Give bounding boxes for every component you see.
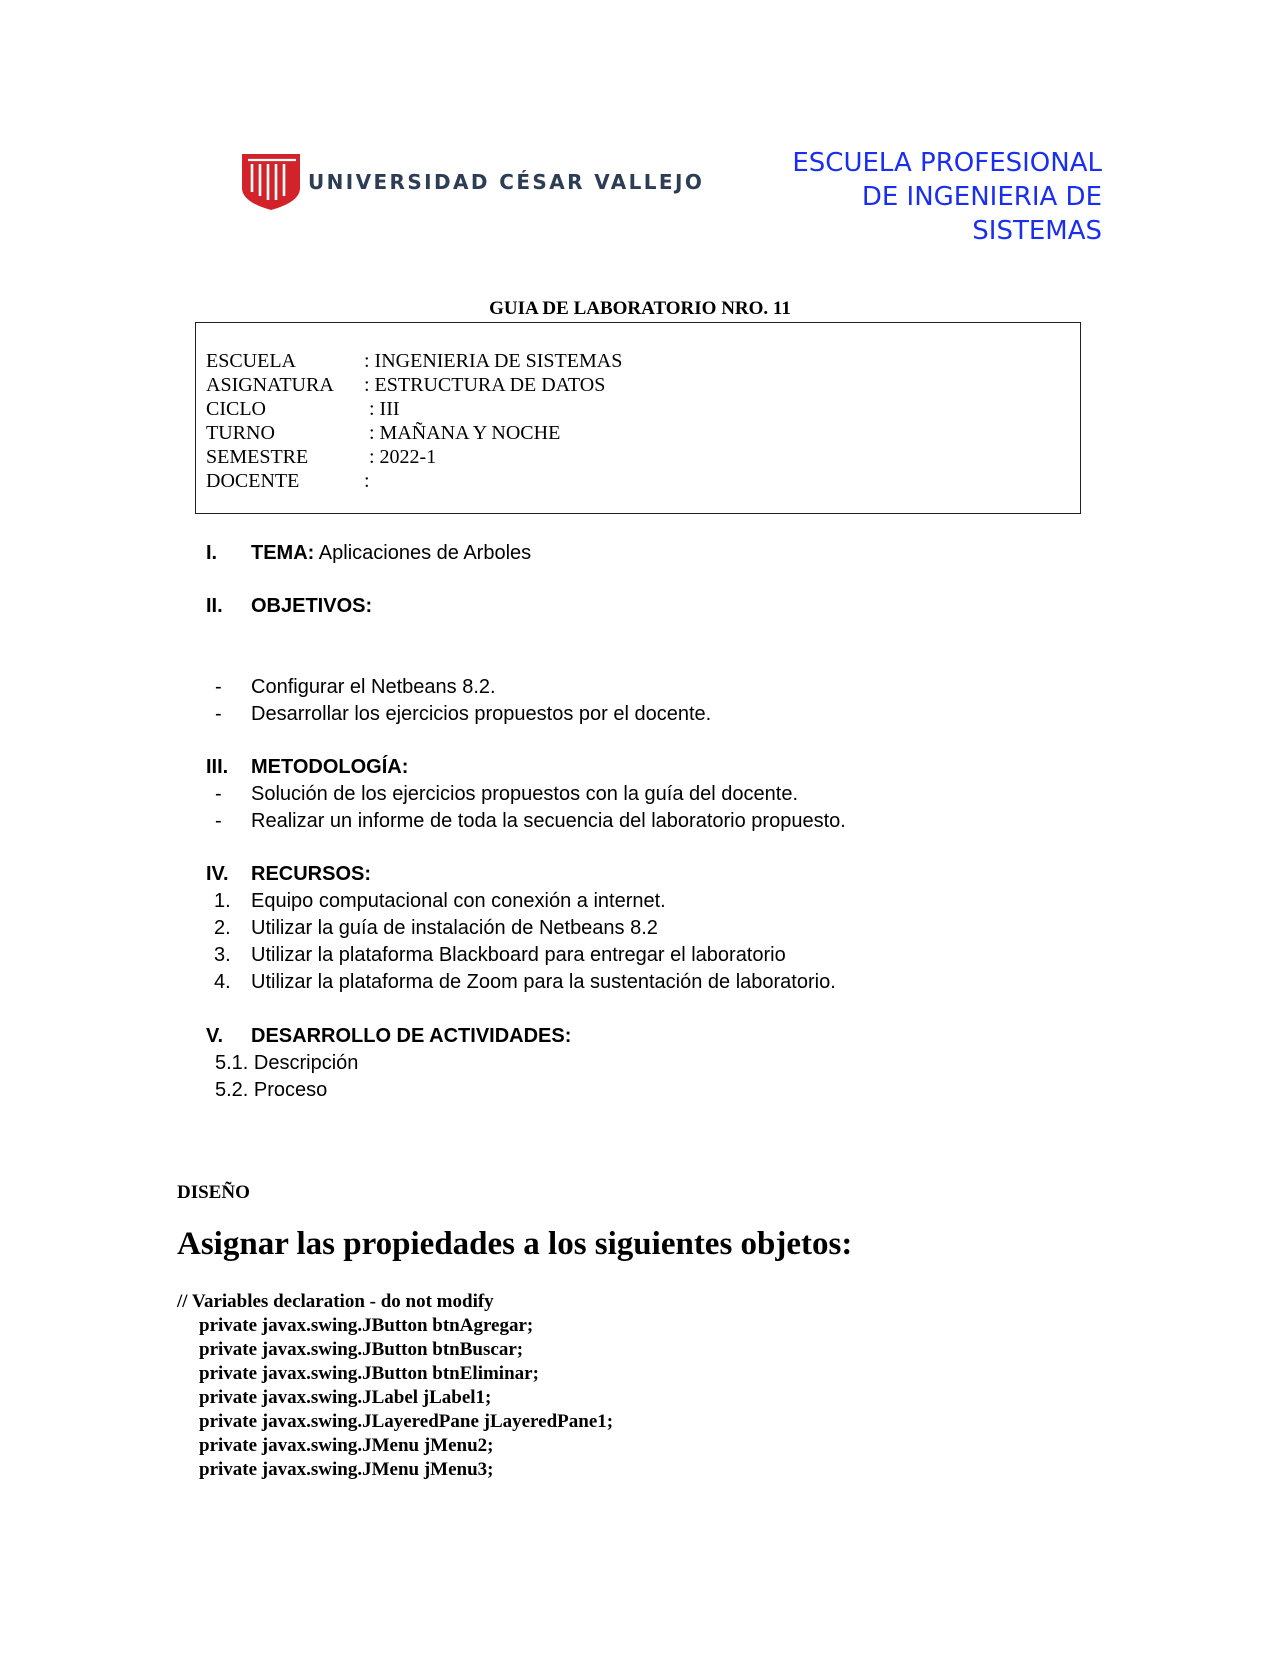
section-tema: I. TEMA: Aplicaciones de Arboles (206, 542, 532, 564)
info-row-semestre: SEMESTRE : 2022-1 (206, 446, 437, 468)
info-row-turno: TURNO : MAÑANA Y NOCHE (206, 422, 561, 444)
list-item: 3. Utilizar la plataforma Blackboard para entregar el laboratorio (214, 944, 786, 966)
course-info-box (195, 322, 1081, 514)
list-item: - Configurar el Netbeans 8.2. (215, 676, 496, 698)
school-title (682, 146, 1102, 248)
section-desarrollo: V. DESARROLLO DE ACTIVIDADES: (206, 1025, 572, 1047)
info-row-escuela: ESCUELA : INGENIERIA DE SISTEMAS (206, 350, 623, 372)
code-line: private javax.swing.JMenu jMenu3; (199, 1459, 494, 1480)
code-line: private javax.swing.JLabel jLabel1; (199, 1387, 492, 1408)
list-item: - Desarrollar los ejercicios propuestos por el docente. (215, 703, 712, 725)
university-logo (240, 150, 705, 212)
ucv-shield-icon (240, 150, 302, 212)
code-line: private javax.swing.JLayeredPane jLayeredPane1; (199, 1411, 614, 1432)
code-line: private javax.swing.JButton btnAgregar; (199, 1315, 534, 1336)
list-item: 4. Utilizar la plataforma de Zoom para la sustentación de laboratorio. (214, 971, 836, 993)
school-line: ESCUELA PROFESIONAL (792, 148, 1102, 178)
code-comment: // Variables declaration - do not modify (177, 1291, 494, 1312)
university-name: UNIVERSIDAD CÉSAR VALLEJO (308, 170, 705, 194)
list-item: 5.2. Proceso (215, 1079, 328, 1101)
code-line: private javax.swing.JMenu jMenu2; (199, 1435, 494, 1456)
list-item: 2. Utilizar la guía de instalación de Netbeans 8.2 (214, 917, 658, 939)
info-row-ciclo: CICLO : III (206, 398, 400, 420)
code-line: private javax.swing.JButton btnEliminar; (199, 1363, 539, 1384)
school-line: DE INGENIERIA DE (861, 182, 1102, 212)
list-item: 1. Equipo computacional con conexión a internet. (214, 890, 666, 912)
section-recursos: IV. RECURSOS: (206, 863, 372, 885)
code-line: private javax.swing.JButton btnBuscar; (199, 1339, 524, 1360)
section-metodologia: III. METODOLOGÍA: (206, 756, 409, 778)
code-block (177, 1290, 613, 1482)
school-line: SISTEMAS (972, 216, 1102, 246)
guide-title: GUIA DE LABORATORIO NRO. 11 (489, 298, 791, 319)
list-item: - Realizar un informe de toda la secuencia del laboratorio propuesto. (215, 810, 846, 832)
diseno-label: DISEÑO (177, 1182, 250, 1203)
list-item: 5.1. Descripción (215, 1052, 359, 1074)
page-heading: Asignar las propiedades a los siguientes objetos: (177, 1226, 853, 1262)
info-row-docente: DOCENTE : (206, 470, 370, 492)
section-objetivos: II. OBJETIVOS: (206, 595, 373, 617)
info-row-asignatura: ASIGNATURA : ESTRUCTURA DE DATOS (206, 374, 606, 396)
list-item: - Solución de los ejercicios propuestos con la guía del docente. (215, 783, 799, 805)
